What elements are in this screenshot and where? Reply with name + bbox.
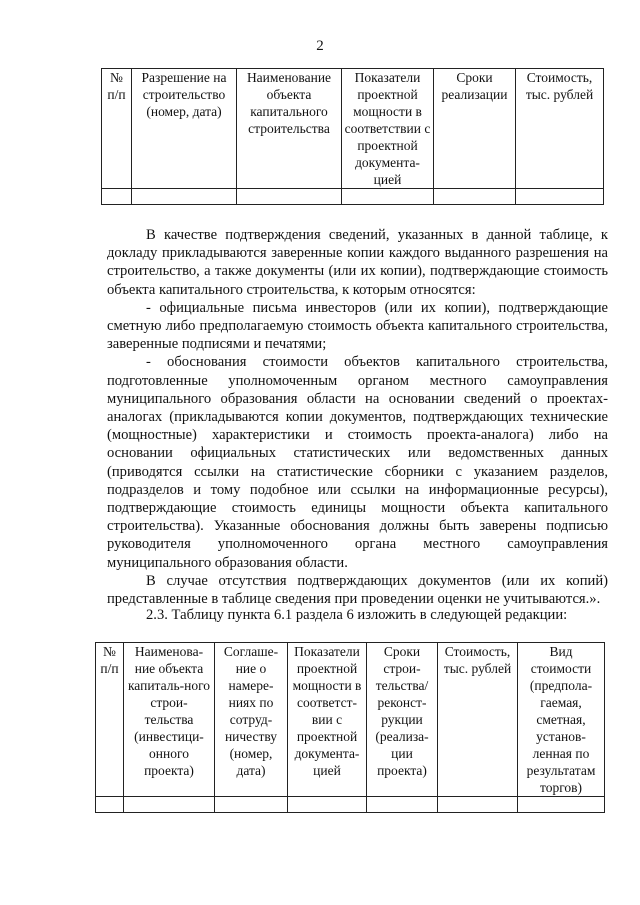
document-body: [107, 226, 608, 608]
paragraph: - обоснования стоимости объектов капитального строительства, подготовленные уполномоченным органом местного самоуправления муниципального образования области на основании сведений о проектах-аналогах (прикладываются копии документов, подтверждающих технические (мощностные) характеристики и стоимость проекта-аналога) либо на основании официальных статистических или ведомственных данных (приводятся ссылки на статистические сборники с указанием разделов, подразделов и тому подобное или ссылки на информационные ресурсы), подтверждающие стоимость единицы мощности объекта капитального строительства). Указанные обоснования должны быть заверены подписью руководителя уполномоченного органа местного самоуправления муниципального образования области.: [107, 354, 608, 571]
column-header-permit: Разрешение на строительство (номер, дата): [132, 69, 237, 189]
table-header-row: [96, 643, 605, 797]
section-heading: 2.3. Таблицу пункта 6.1 раздела 6 изложить в следующей редакции:: [146, 607, 568, 623]
column-header-capacity: Показатели проектной мощности в соответствии с проектной документа-цией: [342, 69, 434, 189]
column-header-agreement: Соглаше-ние о намере-ниях по сотруд-ничеству (номер, дата): [215, 643, 288, 797]
construction-permits-table: [101, 68, 604, 205]
table-header-row: [102, 69, 604, 189]
table-cell: [516, 189, 604, 205]
investment-projects-table: [95, 642, 605, 813]
table-cell: [438, 797, 518, 813]
table-cell: [124, 797, 215, 813]
table-cell: [367, 797, 438, 813]
column-header-number: № п/п: [102, 69, 132, 189]
column-header-cost: Стоимость, тыс. рублей: [438, 643, 518, 797]
column-header-cost: Стоимость, тыс. рублей: [516, 69, 604, 189]
table-cell: [288, 797, 367, 813]
table-cell: [342, 189, 434, 205]
column-header-capacity: Показатели проектной мощности в соответст-вии с проектной документа-цией: [288, 643, 367, 797]
column-header-terms: Сроки строи-тельства/ реконст-рукции (реализа-ции проекта): [367, 643, 438, 797]
table-cell: [215, 797, 288, 813]
paragraph: В качестве подтверждения сведений, указанных в данной таблице, к докладу прикладываются заверенные копии каждого выданного разрешения на строительство, а также документы (или их копии), подтверждающие стоимость объекта капитального строительства, к которым относятся:: [107, 227, 608, 298]
paragraph: В случае отсутствия подтверждающих документов (или их копий) представленные в таблице сведения при проведении оценки не учитываются.».: [107, 572, 608, 608]
table-cell: [237, 189, 342, 205]
table-cell: [132, 189, 237, 205]
page-number: 2: [316, 38, 324, 54]
table-cell: [434, 189, 516, 205]
table-cell: [102, 189, 132, 205]
column-header-object-name: Наименова-ние объекта капиталь-ного строи-тельства (инвестици-онного проекта): [124, 643, 215, 797]
column-header-terms: Сроки реализации: [434, 69, 516, 189]
table-cell: [518, 797, 605, 813]
column-header-object-name: Наименование объекта капитального строительства: [237, 69, 342, 189]
column-header-number: № п/п: [96, 643, 124, 797]
paragraph: - официальные письма инвесторов (или их копии), подтверждающие сметную либо предполагаемую стоимость объекта капитального строительства, заверенные подписями и печатями;: [107, 299, 608, 353]
table-row: [102, 189, 604, 205]
table-row: [96, 797, 605, 813]
column-header-cost-type: Вид стоимости (предпола-гаемая, сметная, установ-ленная по результатам торгов): [518, 643, 605, 797]
table-cell: [96, 797, 124, 813]
